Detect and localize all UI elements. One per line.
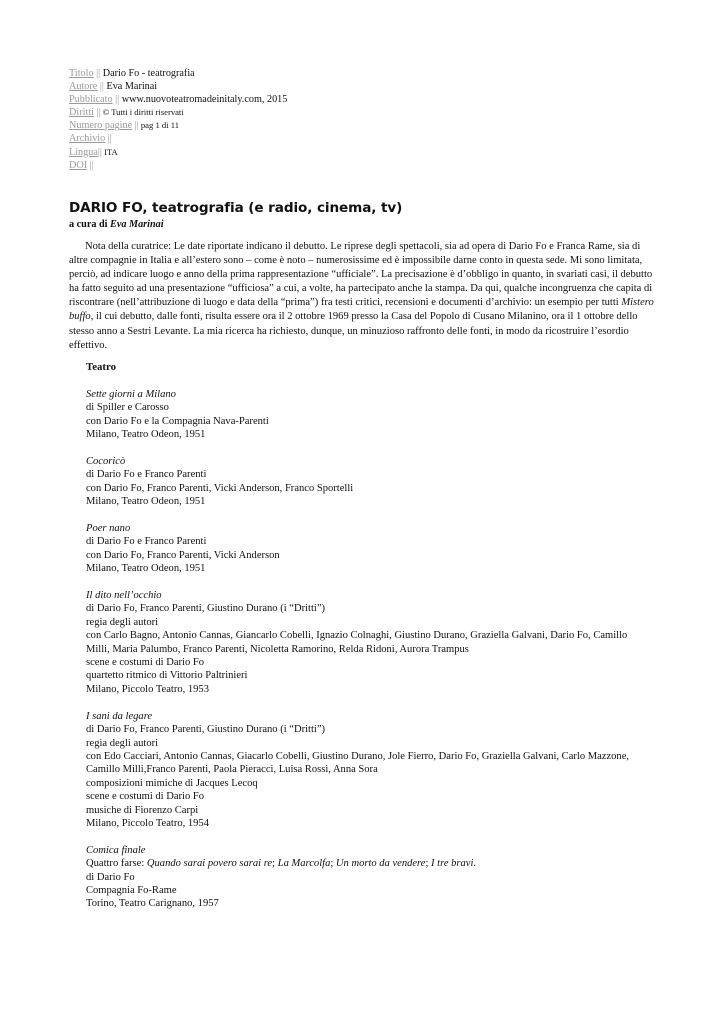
play-title: Sette giorni a Milano	[86, 389, 176, 400]
metadata-key-link[interactable]: Lingua	[69, 146, 98, 158]
curator-prefix: a cura di	[69, 219, 111, 230]
play-venue: Milano, Teatro Odeon, 1951	[86, 496, 206, 508]
play-list	[86, 388, 646, 924]
metadata-separator: ||	[87, 159, 94, 171]
play-entry	[86, 388, 646, 442]
play-scenery: scene e costumi di Dario Fo	[86, 791, 205, 803]
metadata-key-link[interactable]: Titolo	[69, 68, 94, 79]
play-entry	[86, 844, 646, 911]
play-venue: Milano, Piccolo Teatro, 1953	[86, 683, 209, 695]
metadata-separator: ||	[132, 120, 139, 132]
metadata-row-doi	[69, 159, 287, 172]
play-author: di Dario Fo e Franco Parenti	[86, 536, 207, 548]
metadata-row-language	[69, 146, 287, 159]
curator-note	[69, 240, 659, 353]
metadata-separator: ||	[105, 133, 112, 145]
play-cast: con Dario Fo, Franco Parenti, Vicki Anderson, Franco Sportelli	[86, 482, 354, 494]
metadata-value: www.nuovoteatromadeinitaly.com, 2015	[119, 94, 288, 106]
metadata-row-pages	[69, 119, 287, 132]
metadata-row-rights	[69, 106, 287, 119]
play-mime: composizioni mimiche di Jacques Lecoq	[86, 777, 258, 789]
play-scenery: scene e costumi di Dario Fo	[86, 657, 205, 669]
metadata-row-title	[69, 67, 287, 80]
metadata-value: Dario Fo - teatrografia	[100, 68, 195, 79]
play-author: di Spiller e Carosso	[86, 402, 169, 414]
play-title: Cocoricò	[86, 456, 126, 468]
note-text: , il cui debutto, dalle fonti, risulta essere ora il 2 ottobre 1969 presso la Casa del Popolo di Cusano Milanino, ora il 1 ottobre dello stesso anno a Sestri Levante. La mia ricerca ha richiesto, dunque, un minuzioso raffronto delle fonti, in modo da ricostruire l’esordio effettivo.	[69, 311, 638, 351]
play-venue: Torino, Teatro Carignano, 1957	[86, 898, 219, 910]
metadata-value: ITA	[101, 146, 118, 157]
farce-separator: ;	[425, 858, 432, 870]
metadata-block	[69, 67, 287, 172]
metadata-row-author	[69, 80, 287, 93]
play-entry	[86, 710, 646, 831]
metadata-value: © Tutti i diritti riservati	[100, 107, 184, 118]
note-text: Nota della curatrice: Le date riportate indicano il debutto. Le riprese degli spettacoli, sia ad opera di Dario Fo e Franca Rame, sia di altre compagnie in Italia e all’estero sono – come è noto – numerosissime ed è impossibile darne conto in questa sede. Mi sono limitata, perciò, ad indicare luogo e anno della prima rappresentazione “ufficiale”. La precisazione è d’obbligo in quanto, in svariati casi, il debutto ha fatto seguito ad una presentazione “ufficiosa” a cui, a volte, ha partecipato anche la stampa. Da qui, qualche incongruenza che capita di riscontrare (nell’attribuzione di luogo e data della “prima”) fra testi critici, recensioni e documenti d’archivio: un esempio per tutti	[69, 241, 653, 309]
play-cast: con Dario Fo, Franco Parenti, Vicki Anderson	[86, 549, 280, 561]
metadata-key-link[interactable]: Autore	[69, 81, 98, 93]
metadata-separator: ||	[97, 146, 102, 158]
curator-line	[69, 219, 164, 230]
farce-separator: .	[473, 858, 477, 870]
farce-title: La Marcolfa	[277, 858, 331, 870]
metadata-separator: ||	[112, 94, 120, 106]
play-entry	[86, 455, 646, 509]
metadata-separator: ||	[93, 107, 101, 119]
play-author: di Dario Fo	[86, 871, 135, 883]
farce-title: Un morto da vendere	[335, 858, 426, 870]
farces-prefix: Quattro farse:	[86, 858, 147, 870]
play-cast: con Carlo Bagno, Antonio Cannas, Giancarlo Cobelli, Ignazio Colnaghi, Giustino Durano, Graziella Galvani, Dario Fo, Camillo Milli, Maria Palumbo, Franco Parenti, Nicoletta Ramorino, Relda Ridoni, Aurora Trampus	[86, 630, 628, 655]
play-title: Poer nano	[86, 523, 131, 535]
farce-title: Quando sarai povero sarai re	[146, 858, 273, 870]
play-author: di Dario Fo e Franco Parenti	[86, 469, 207, 481]
metadata-key-link[interactable]: DOI	[69, 159, 88, 171]
play-music: quartetto ritmico di Vittorio Paltrinieri	[86, 670, 248, 682]
metadata-value: Eva Marinai	[103, 81, 158, 93]
play-author: di Dario Fo, Franco Parenti, Giustino Durano (i “Dritti”)	[86, 724, 326, 736]
play-farces	[86, 857, 646, 870]
curator-name: Eva Marinai	[110, 219, 164, 230]
play-entry	[86, 522, 646, 576]
note-italic-title: Mistero buffo	[69, 297, 654, 323]
metadata-key-link[interactable]: Diritti	[69, 107, 94, 119]
section-heading-teatro: Teatro	[86, 361, 116, 373]
play-venue: Milano, Piccolo Teatro, 1954	[86, 817, 209, 829]
play-title: I sani da legare	[86, 710, 153, 722]
metadata-key-link[interactable]: Pubblicato	[69, 94, 113, 106]
play-direction: regia degli autori	[86, 616, 159, 628]
play-venue: Milano, Teatro Odeon, 1951	[86, 429, 206, 441]
play-entry	[86, 589, 646, 696]
play-company: Compagnia Fo-Rame	[86, 884, 177, 896]
play-venue: Milano, Teatro Odeon, 1951	[86, 563, 206, 575]
farce-separator: ;	[272, 858, 278, 870]
play-author: di Dario Fo, Franco Parenti, Giustino Durano (i “Dritti”)	[86, 603, 326, 615]
metadata-separator: ||	[97, 81, 104, 93]
play-direction: regia degli autori	[86, 737, 159, 749]
metadata-row-published	[69, 93, 287, 106]
farce-separator: ;	[330, 858, 336, 870]
farce-title: I tre bravi	[431, 858, 474, 870]
document-title: DARIO FO, teatrografia (e radio, cinema, tv)	[69, 200, 403, 216]
play-title: Il dito nell’occhio	[86, 590, 162, 602]
metadata-row-archive	[69, 132, 287, 145]
metadata-key-link[interactable]: Numero pagine	[69, 120, 133, 132]
play-cast: con Edo Cacciari, Antonio Cannas, Giacarlo Cobelli, Giustino Durano, Jole Fierro, Dario Fo, Graziella Galvani, Carlo Mazzone, Camillo Milli,Franco Parenti, Paola Pieracci, Luisa Rossi, Anna Sora	[86, 750, 630, 776]
play-music: musiche di Fiorenzo Carpi	[86, 804, 199, 816]
play-title: Comica finale	[86, 844, 146, 856]
metadata-value: pag 1 di 11	[138, 120, 179, 131]
metadata-separator: ||	[93, 68, 101, 79]
play-cast: con Dario Fo e la Compagnia Nava-Parenti	[86, 415, 269, 427]
metadata-key-link[interactable]: Archivio	[69, 133, 106, 145]
